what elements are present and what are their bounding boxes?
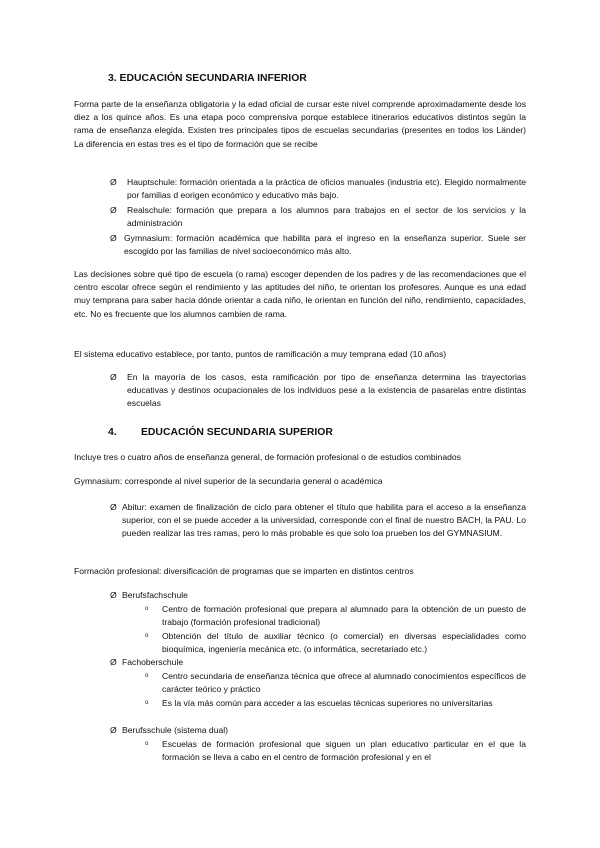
arrow-bullet-icon: Ø [110,372,117,382]
circle-bullet-icon: o [145,673,149,679]
sub-list-item-text: Centro secundaria de enseñanza técnica que ofrece al alumnado conocimientos específicos de carácter teórico y práctico [162,671,526,695]
sub-list-item-text: Es la vía más común para acceder a las escuelas técnicas superiores no universitarias [162,698,493,708]
arrow-bullet-icon: Ø [110,590,117,600]
fp-intro-paragraph: Formación profesional: diversificación de programas que se imparten en distintos centros [74,566,414,576]
list-item [110,656,526,669]
list-item-text: Gymnasium: formación académica que habilita para el ingreso en la enseñanza superior. Suele ser escogido por las familias de nivel socioeconómico más alto. [124,233,526,257]
section-heading-inferior: 3. EDUCACIÓN SECUNDARIA INFERIOR [108,73,307,84]
sub-list-item-text: Obtención del título de auxiliar técnico (o comercial) en diversas especialidades como bioquímica, ingeniería mecánica etc. (o informática, secretariado etc.) [162,631,526,655]
ramification-paragraph: El sistema educativo establece, por tanto, puntos de ramificación a muy temprana edad (10 años) [74,349,447,359]
sub-list-item-text: Centro de formación profesional que prepara al alumnado para la obtención de un puesto de trabajo (formación profesional tradicional) [162,604,526,628]
list-item [110,501,526,555]
list-item [110,371,526,411]
list-item-text: En la mayoría de los casos, esta ramificación por tipo de enseñanza determina las trayectorias educativas y destinos ocupacionales de los individuos pese a la existencia de pasarelas entre distintas escuelas [127,372,526,409]
circle-bullet-icon: o [145,700,149,706]
superior-intro-paragraph: Incluye tres o cuatro años de enseñanza general, de formación profesional o de estudios combinados [74,452,461,462]
sub-list-item [145,603,526,630]
list-item [110,724,526,737]
circle-bullet-icon: o [145,741,149,747]
sub-list-item [145,670,526,697]
arrow-bullet-icon: Ø [110,657,117,667]
section-heading-superior: EDUCACIÓN SECUNDARIA SUPERIOR [141,427,333,438]
list-item-text: Abitur: examen de finalización de ciclo para obtener el título que habilita para el acceso a la enseñanza superior, con el se puede acceder a la universidad, corresponde con el final de nuestro BACH, la PAU. Lo pueden realizar las tres ramas, pero lo más probable es que solo loa prueben los del GYMNASIUM. [122,502,526,539]
list-item [110,589,526,602]
decisions-paragraph: Las decisiones sobre qué tipo de escuela (o rama) escoger dependen de los padres y de las recomendaciones que el centro escolar ofrece según el rendimiento y las aptitudes del niño, te orientan los profesores. Aunque es una edad muy temprana para saber hacia dónde orientar a cada niño, le orientan en función del niño, rendimiento, capacidades, etc. No es frecuente que los alumnos cambien de rama. [74,269,526,319]
sub-list-item [145,697,526,724]
list-item-text: Fachoberschule [122,657,184,667]
sub-list-item [145,630,526,657]
list-item-text: Berufsfachschule [122,590,188,600]
arrow-bullet-icon: Ø [110,177,117,187]
arrow-bullet-icon: Ø [110,205,117,215]
gymnasium-paragraph: Gymnasium: corresponde al nivel superior de la secundaria general o académica [74,476,383,486]
circle-bullet-icon: o [145,633,149,639]
list-item [110,204,526,231]
sub-list-item-text: Escuelas de formación profesional que siguen un plan educativo particular en el que la formación se lleva a cabo en el centro de formación profesional y en el [162,739,526,763]
list-item-text: Hauptschule: formación orientada a la práctica de oficios manuales (industria etc). Elegido normalmente por familias d eorigen económico y educativo más bajo. [127,177,526,201]
arrow-bullet-icon: Ø [110,725,117,735]
sub-list-item [145,738,526,765]
circle-bullet-icon: o [145,606,149,612]
list-item [110,176,526,203]
list-item-text: Realschule: formación que prepara a los alumnos para trabajos en el sector de los servicios y la administración [127,205,526,229]
intro-paragraph: Forma parte de la enseñanza obligatoria y la edad oficial de cursar este nivel comprende aproximadamente desde los diez a los quince años. Es una etapa poco comprensiva porque establece itinerarios educativos distintos según la rama de enseñanza elegida. Existen tres principales tipos de escuelas secundarias (presentes en todos los Länder) La diferencia en estas tres es el tipo de formación que se recibe [74,99,526,149]
arrow-bullet-icon: Ø [110,502,117,512]
arrow-bullet-icon: Ø [110,233,117,243]
list-item [110,232,526,259]
list-item-text: Berufsschule (sistema dual) [122,725,229,735]
section-number-superior: 4. [108,427,117,438]
